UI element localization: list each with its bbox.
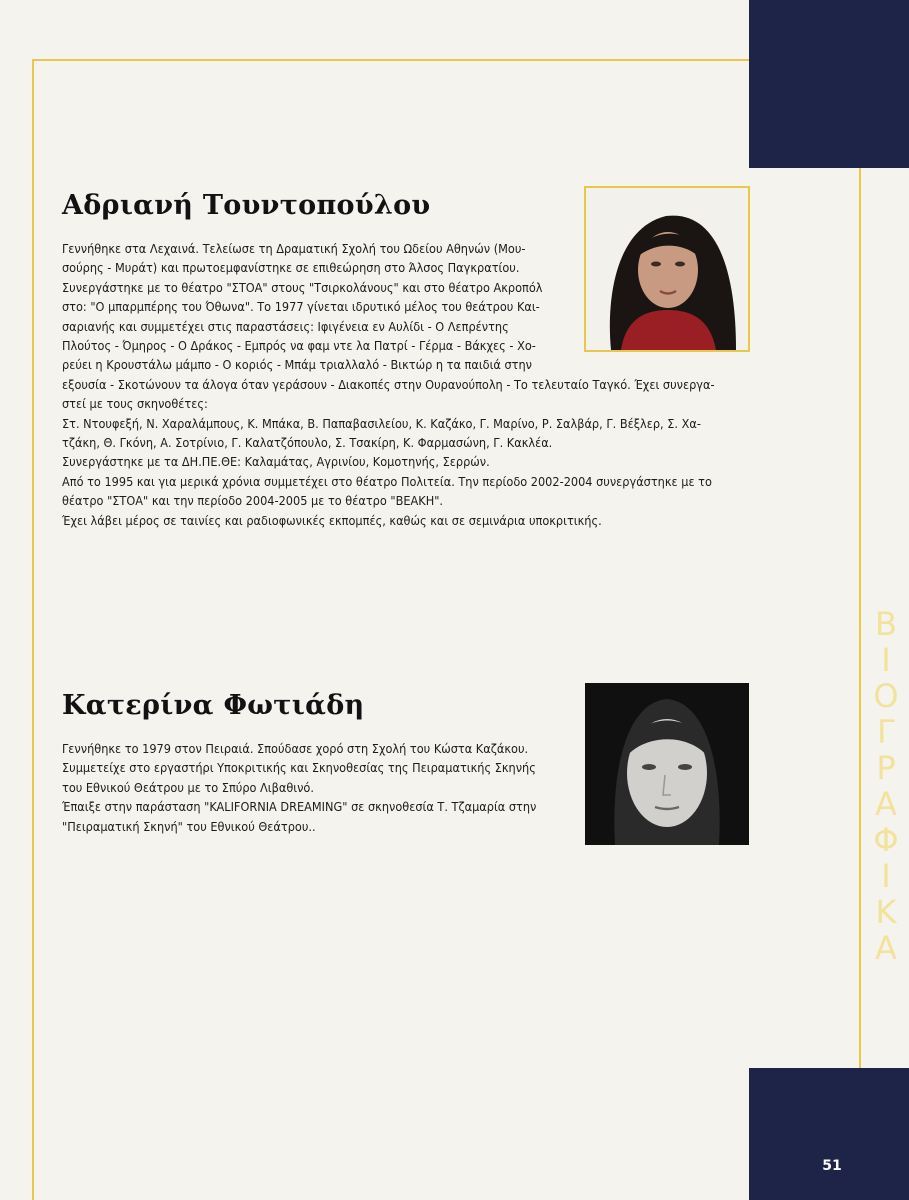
bio-line: Συνεργάστηκε με το θέατρο "ΣΤΟΑ" στους "Τσιρκολάνους" και στο θέατρο Ακροπόλ xyxy=(62,279,543,295)
section-letter: K xyxy=(875,893,897,931)
section-letter: O xyxy=(873,677,899,715)
bio-line: Πλούτος - Όμηρος - Ο Δράκος - Εμπρός να φαμ ντε λα Πατρί - Γέρμα - Βάκχες - Χο- xyxy=(62,338,536,354)
bio-line: Συμμετείχε στο εργαστήρι Υποκριτικής και Σκηνοθεσίας της Πειραματικής Σκηνής xyxy=(62,760,536,776)
bio-line: Στ. Ντουφεξή, Ν. Χαραλάμπους, Κ. Μπάκα, Β. Παπαβασιλείου, Κ. Καζάκο, Γ. Μαρίνο, Ρ. Σαλβάρ, Γ. Βέξλερ, Σ. Χα- xyxy=(62,415,701,431)
bio-line: σαριανής και συμμετέχει στις παραστάσεις: Ιφιγένεια εν Αυλίδι - Ο Λεπρέντης xyxy=(62,318,509,334)
bio-text xyxy=(62,739,582,836)
section-letter: Φ xyxy=(873,821,899,859)
bio-name: Αδριανή Τουντοπούλου xyxy=(62,190,431,221)
section-title-vertical xyxy=(868,606,904,966)
bio-line: εξουσία - Σκοτώνουν τα άλογα όταν γεράσουν - Διακοπές στην Ουρανούπολη - Το τελευταίο Ταγκό. Έχει συνεργα- xyxy=(62,376,715,392)
frame-right-rule xyxy=(859,168,861,1068)
section-letter: B xyxy=(875,605,897,643)
bio-line: στεί με τους σκηνοθέτες: xyxy=(62,396,208,412)
bio-line: θέατρο "ΣΤΟΑ" και την περίοδο 2004-2005 με το θέατρο "ΒΕΑΚΗ". xyxy=(62,493,444,509)
bio-line: ρεύει η Κρουστάλω μάμπο - Ο κοριός - Μπάμ τριαλλαλό - Βικτώρ η τα παιδιά στην xyxy=(62,357,533,373)
section-letter: Γ xyxy=(877,713,895,751)
bio-line: "Πειραματική Σκηνή" του Εθνικού Θεάτρου.. xyxy=(62,818,316,834)
portrait-photo xyxy=(584,186,750,352)
navy-corner-block-bottom xyxy=(749,1068,909,1200)
bio-line: Γεννήθηκε το 1979 στον Πειραιά. Σπούδασε χορό στη Σχολή του Κώστα Καζάκου. xyxy=(62,741,529,756)
bio-line: στο: "Ο μπαρμπέρης του Όθωνα". Το 1977 γίνεται ιδρυτικό μέλος του θεάτρου Και- xyxy=(62,299,540,315)
bio-line: Έχει λάβει μέρος σε ταινίες και ραδιοφωνικές εκπομπές, καθώς και σε σεμινάρια υποκριτικής. xyxy=(62,512,602,528)
page-number: 51 xyxy=(822,1158,842,1174)
portrait-photo-bw xyxy=(585,683,749,845)
section-letter: I xyxy=(881,641,891,679)
bio-line: Γεννήθηκε στα Λεχαινά. Τελείωσε τη Δραματική Σχολή του Ωδείου Αθηνών (Μου- xyxy=(62,241,526,256)
section-letter: I xyxy=(881,857,891,895)
navy-corner-block-top xyxy=(749,0,909,168)
section-letter: A xyxy=(875,929,897,967)
bio-line: Συνεργάστηκε με τα ΔΗ.ΠΕ.ΘΕ: Καλαμάτας, Αγρινίου, Κομοτηνής, Σερρών. xyxy=(62,454,490,470)
bio-name: Κατερίνα Φωτιάδη xyxy=(62,690,365,721)
bio-line: Έπαιξε στην παράσταση "KALIFORNIA DREAMING" σε σκηνοθεσία Τ. Τζαμαρία στην xyxy=(62,799,537,815)
bio-line: Από το 1995 και για μερικά χρόνια συμμετέχει στο θέατρο Πολιτεία. Την περίοδο 2002-2004 συνεργάστηκε με το xyxy=(62,473,712,489)
bio-line: τζάκη, Θ. Γκόνη, Α. Σοτρίνιο, Γ. Καλατζόπουλο, Σ. Τσακίρη, Κ. Φαρμασώνη, Γ. Κακλέα. xyxy=(62,435,553,451)
section-letter: P xyxy=(876,749,896,787)
bio-line: του Εθνικού Θεάτρου με το Σπύρο Λιβαθινό. xyxy=(62,779,314,795)
section-letter: A xyxy=(875,785,897,823)
bio-line: σούρης - Μυράτ) και πρωτοεμφανίστηκε σε επιθεώρηση στο Άλσος Παγκρατίου. xyxy=(62,260,520,276)
bio-katerina-fotiadi xyxy=(62,690,582,836)
